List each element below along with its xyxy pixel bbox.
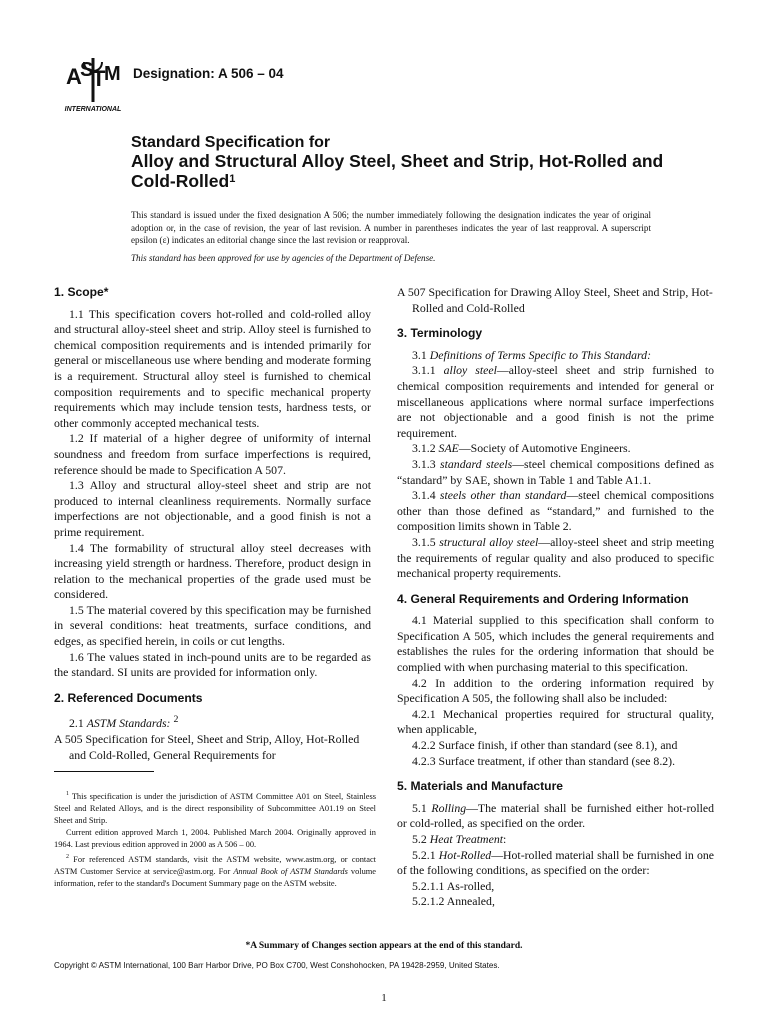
svg-text:A: A	[66, 64, 81, 89]
paragraph-4-2-1: 4.2.1 Mechanical properties required for structural quality, when applicable,	[397, 706, 714, 737]
section-heading-general-requirements: 4. General Requirements and Ordering Information	[397, 591, 689, 606]
footnote-1-edition: Current edition approved March 1, 2004. Published March 2004. Originally approved in 1964. Last previous edition approved in 2000 as A 506 – 00.	[54, 827, 376, 849]
paragraph-5-1: 5.1 Rolling—The material shall be furnished either hot-rolled or cold-rolled, as specified on the order.	[397, 800, 715, 831]
definition-standard-steels: 3.1.3 standard steels—steel chemical compositions defined as “standard” by SAE, shown in Table 1 and Table A1.1.	[397, 456, 715, 487]
paragraph-1-4: 1.4 The formability of structural alloy steel decreases with increasing yield strength or hardness. Therefore, product design in relation to the mechanical properties of the grade used must be considered.	[54, 540, 371, 602]
footnotes	[54, 788, 376, 890]
reference-a505: A 505 Specification for Steel, Sheet and Strip, Alloy, Hot-Rolled and Cold-Rolled, General Requirements for	[54, 731, 360, 762]
footnote-divider	[54, 771, 154, 772]
paragraph-1-6: 1.6 The values stated in inch-pound units are to be regarded as the standard. SI units are provided for information only.	[54, 649, 371, 680]
paragraph-1-3: 1.3 Alloy and structural alloy-steel sheet and strip are not produced to internal cleanliness requirements. Normally surface imperfections are not objectionable, and a good finish is not a prime requirement.	[54, 478, 371, 539]
svg-text:M: M	[104, 63, 120, 85]
section-heading-terminology: 3. Terminology	[397, 326, 483, 341]
footnote-1: $^1$ This specification is under the jurisdiction of ASTM Committee A01 on Steel, Stainless Steel and Related Alloys, and is the direct responsibility of Subcommittee A01.19 on Steel Sheet and Strip.	[54, 791, 376, 825]
section-heading-scope: 1. Scope*	[54, 285, 109, 299]
paragraph-1-5: 1.5 The material covered by this specification may be furnished in several conditions: heat treatments, surface conditions, and edges, as specified herein, in coils or cut lengths.	[54, 602, 371, 649]
footnote-2: $^2$ For referenced ASTM standards, visit the ASTM website, www.astm.org, or contact ASTM Customer Service at service@astm.org. For Annual Book of ASTM Standards volume information, refer to the standard's Document Summary page on the ASTM website.	[54, 853, 376, 888]
summary-of-changes-note: *A Summary of Changes section appears at the end of this standard.	[245, 941, 523, 951]
paragraph-4-2: 4.2 In addition to the ordering information required by Specification A 505, the following shall also be included:	[397, 675, 714, 706]
definition-steels-other-than-standard: 3.1.4 steels other than standard—steel chemical compositions other than those defined as “standard,” and furnished to the composition limits shown in Table 2.	[397, 488, 715, 534]
paragraph-1-2: 1.2 If material of a higher degree of uniformity of internal soundness and freedom from surface imperfections is required, reference should be made to Specification A 507.	[54, 431, 371, 477]
page-number: 1	[381, 992, 387, 1004]
paragraph-4-1: 4.1 Material supplied to this specification shall conform to Specification A 505, which includes the general requirements and establishes the rules for the ordering information that should be complied with when purchasing material to this specification.	[397, 613, 714, 675]
paragraph-5-2-1-1: 5.2.1.1 As-rolled,	[412, 878, 495, 893]
paragraph-1-1: 1.1 This specification covers hot-rolled and cold-rolled alloy and structural alloy-steel sheet and strip. Alloy steel is furnished to chemical composition requirements and is intended primarily for general or miscellaneous use where bending and moderate forming is a requirement. Structural alloy steel is furnished to chemical composition requirements and to specific mechanical property requirements which may include tension tests, hardness tests, or other commonly accepted mechanical tests.	[54, 306, 371, 430]
reference-a507: A 507 Specification for Drawing Alloy Steel, Sheet and Strip, Hot-Rolled and Cold-Rolled	[397, 285, 713, 315]
paragraph-5-2: 5.2 Heat Treatment:	[412, 832, 507, 846]
title-footnote-mark: 1	[229, 172, 236, 185]
definition-sae: 3.1.2 SAE—Society of Automotive Engineers.	[412, 441, 631, 456]
definition-structural-alloy-steel: 3.1.5 structural alloy steel—alloy-steel sheet and strip meeting the requirements of regular quality and also produced to specific mechanical property requirements.	[397, 534, 714, 581]
right-column	[397, 285, 714, 910]
designation: Designation: A 506 – 04	[133, 66, 284, 81]
paragraph-5-2-1-2: 5.2.1.2 Annealed,	[412, 894, 495, 909]
dod-approval-note: This standard has been approved for use by agencies of the Department of Defense.	[131, 253, 436, 263]
section-heading-referenced-documents: 2. Referenced Documents	[54, 690, 203, 705]
svg-text:S: S	[80, 59, 93, 81]
left-column	[54, 285, 371, 763]
definition-alloy-steel: 3.1.1 alloy steel—alloy-steel sheet and strip furnished to chemical composition requirements and intended for general or miscellaneous applications where normal surface imperfections are not objectionable and a good finish is not the prime requirement.	[397, 363, 715, 440]
title-block	[131, 133, 691, 191]
paragraph-4-2-2: 4.2.2 Surface finish, if other than standard (see 8.1), and	[412, 738, 678, 753]
paragraph-5-2-1: 5.2.1 Hot-Rolled—Hot-rolled material shall be furnished in one of the following conditions, as specified on the order:	[397, 847, 714, 878]
svg-text:T: T	[92, 66, 105, 91]
copyright-line: Copyright © ASTM International, 100 Barr Harbor Drive, PO Box C700, West Conshohocken, PA 19428-2959, United States.	[54, 961, 500, 970]
astm-logo	[60, 54, 126, 116]
issuance-notice: This standard is issued under the fixed designation A 506; the number immediately following the designation indicates the year of original adoption or, in the case of revision, the year of last revision. A number in parentheses indicates the year of last reapproval. A superscript epsilon (ε) indicates an editorial change since the last revision or reapproval.	[131, 210, 651, 246]
document-title: Alloy and Structural Alloy Steel, Sheet and Strip, Hot-Rolled and Cold-Rolled$^1$	[131, 151, 664, 191]
title-prefix: Standard Specification for	[131, 134, 331, 151]
paragraph-2-1: 2.1 ASTM Standards: $^2$	[69, 714, 179, 731]
paragraph-3-1: 3.1 Definitions of Terms Specific to This Standard:	[412, 347, 652, 362]
paragraph-4-2-3: 4.2.3 Surface treatment, if other than standard (see 8.2).	[412, 753, 676, 768]
section-heading-materials: 5. Materials and Manufacture	[397, 779, 563, 794]
logo-subtext: INTERNATIONAL	[64, 106, 122, 113]
